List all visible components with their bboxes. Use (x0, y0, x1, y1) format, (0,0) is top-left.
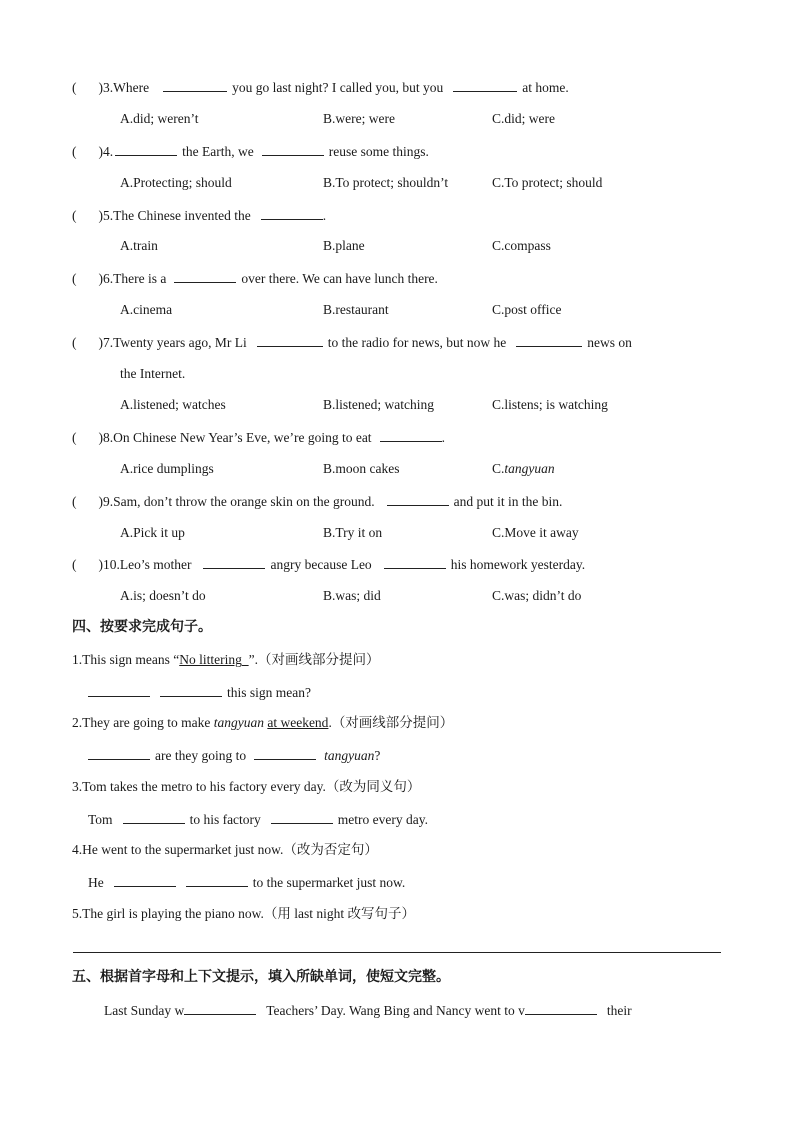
choice-b: B.were; were (323, 111, 395, 126)
choice-c: C.did; were (492, 111, 555, 126)
rewrite-1-answer: this sign mean? (83, 683, 311, 702)
answer-blank[interactable] (88, 746, 150, 760)
rewrite-1: 1.This sign means “No littering ”.（对画线部分提问） (72, 652, 380, 667)
answer-blank[interactable] (525, 1001, 597, 1015)
choice-a: A.Pick it up (120, 525, 185, 540)
choice-a: A.is; doesn’t do (120, 588, 206, 603)
answer-blank[interactable] (453, 78, 517, 92)
question-10: ( )10.Leo’s mother angry because Leo his homework yesterday. (72, 557, 586, 572)
answer-blank[interactable] (384, 555, 446, 569)
choice-c: C.Move it away (492, 525, 579, 540)
answer-blank[interactable] (163, 78, 227, 92)
choice-a: A.train (120, 238, 158, 253)
section-5-title: 五、根据首字母和上下文提示，填入所缺单词，使短文完整。 (72, 969, 450, 985)
answer-blank[interactable] (380, 428, 442, 442)
rewrite-2: 2.They are going to make tangyuan at weekend.（对画线部分提问） (72, 715, 454, 730)
question-8: ( )8.On Chinese New Year’s Eve, we’re going to eat . (72, 430, 445, 445)
answer-blank[interactable] (261, 206, 323, 220)
cloze-paragraph: Last Sunday w Teachers’ Day. Wang Bing and Nancy went to v their (104, 1003, 632, 1018)
answer-blank[interactable] (262, 142, 324, 156)
choice-c: C.tangyuan (492, 461, 555, 476)
answer-blank[interactable] (114, 873, 176, 887)
choice-b: B.To protect; shouldn’t (323, 175, 449, 190)
question-3: ( )3.Where you go last night? I called you, but you at home. (72, 80, 569, 95)
answer-blank[interactable] (123, 810, 185, 824)
choice-c: C.compass (492, 238, 551, 253)
answer-blank[interactable] (115, 142, 177, 156)
answer-blank[interactable] (257, 333, 323, 347)
question-6: ( )6.There is a over there. We can have lunch there. (72, 271, 438, 286)
question-7-cont: the Internet. (120, 366, 186, 381)
choice-b: B.Try it on (323, 525, 383, 540)
rewrite-4-answer: He to the supermarket just now. (88, 875, 406, 890)
rewrite-4: 4.He went to the supermarket just now.（改为否定句） (72, 842, 378, 857)
answer-blank[interactable] (184, 1001, 256, 1015)
rewrite-2-answer: are they going to tangyuan? (83, 746, 380, 765)
answer-line[interactable] (73, 952, 721, 953)
question-4: ( )4. the Earth, we reuse some things. (72, 144, 429, 159)
answer-blank[interactable] (271, 810, 333, 824)
choice-b: B.plane (323, 238, 365, 253)
choice-b: B.moon cakes (323, 461, 400, 476)
question-9: ( )9.Sam, don’t throw the orange skin on the ground. and put it in the bin. (72, 494, 563, 509)
answer-blank[interactable] (88, 683, 150, 697)
answer-blank[interactable] (516, 333, 582, 347)
choice-b: B.was; did (323, 588, 381, 603)
section-4-title: 四、按要求完成句子。 (72, 619, 212, 635)
answer-blank[interactable] (174, 269, 236, 283)
rewrite-5: 5.The girl is playing the piano now.（用 last night 改写句子） (72, 906, 415, 921)
choice-c: C.listens; is watching (492, 397, 608, 412)
choice-b: B.restaurant (323, 302, 389, 317)
rewrite-3: 3.Tom takes the metro to his factory every day.（改为同义句） (72, 779, 421, 794)
choice-c: C.post office (492, 302, 562, 317)
question-5: ( )5.The Chinese invented the . (72, 208, 327, 223)
answer-blank[interactable] (254, 746, 316, 760)
choice-c: C.To protect; should (492, 175, 603, 190)
answer-blank[interactable] (160, 683, 222, 697)
choice-a: A.did; weren’t (120, 111, 199, 126)
answer-blank[interactable] (186, 873, 248, 887)
choice-a: A.Protecting; should (120, 175, 232, 190)
choice-b: B.listened; watching (323, 397, 434, 412)
choice-a: A.cinema (120, 302, 173, 317)
choice-c: C.was; didn’t do (492, 588, 582, 603)
rewrite-3-answer: Tom to his factory metro every day. (88, 812, 429, 827)
answer-blank[interactable] (203, 555, 265, 569)
choice-a: A.listened; watches (120, 397, 226, 412)
choice-a: A.rice dumplings (120, 461, 214, 476)
question-7: ( )7.Twenty years ago, Mr Li to the radio for news, but now he news on (72, 335, 632, 350)
answer-blank[interactable] (387, 492, 449, 506)
